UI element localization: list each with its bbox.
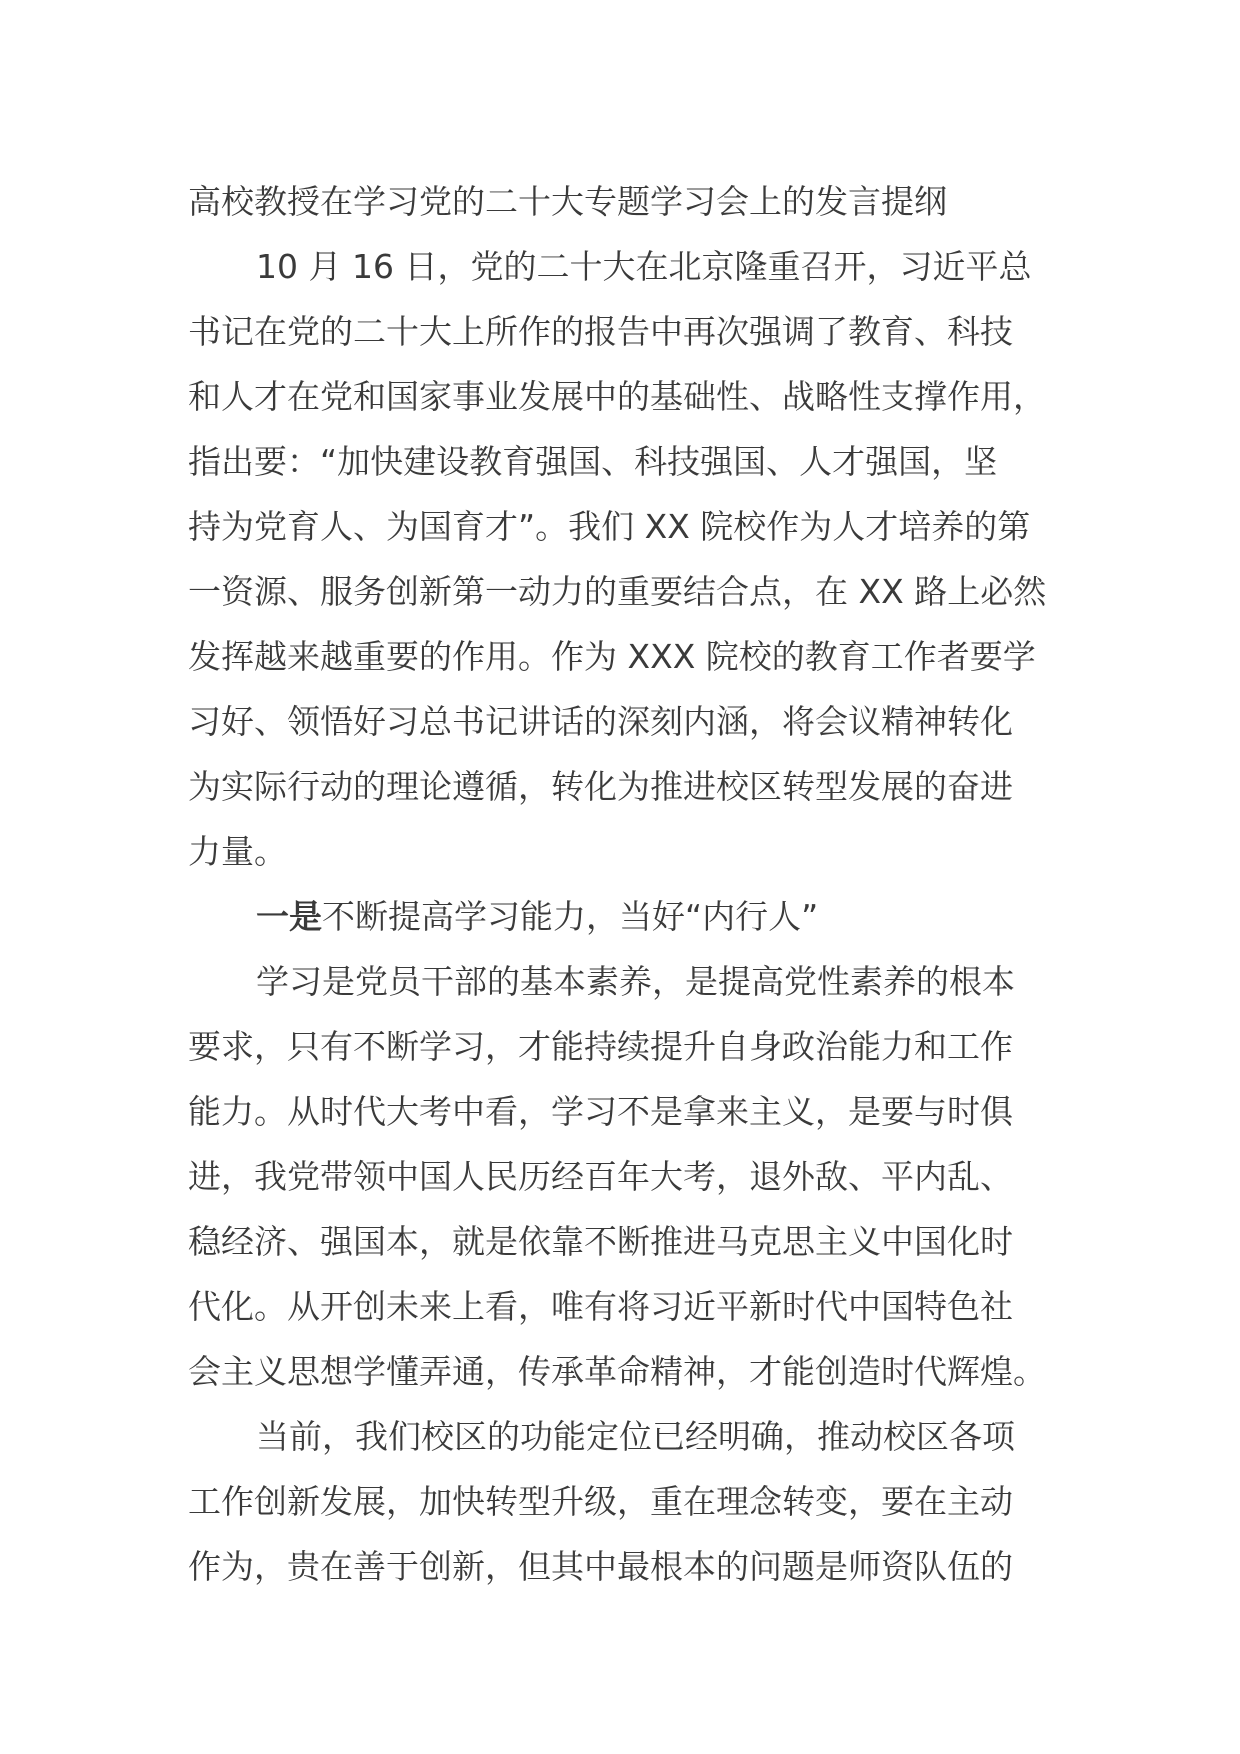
text-line: 一资源、服务创新第一动力的重要结合点，在 XX 路上必然	[188, 572, 1047, 611]
text-line: 要求，只有不断学习，才能持续提升自身政治能力和工作	[188, 1027, 1013, 1066]
section-heading-text: 不断提高学习能力，当好“内行人”	[322, 897, 819, 936]
paragraph-1	[188, 234, 1058, 884]
text-line: 习好、领悟好习总书记讲话的深刻内涵，将会议精神转化	[188, 702, 1013, 741]
text-line: 为实际行动的理论遵循，转化为推进校区转型发展的奋进	[188, 767, 1013, 806]
document-title: 高校教授在学习党的二十大专题学习会上的发言提纲	[188, 182, 947, 221]
text-line: 力量。	[188, 832, 287, 871]
text-line: 会主义思想学懂弄通，传承革命精神，才能创造时代辉煌。	[188, 1352, 1046, 1391]
text-line: 发挥越来越重要的作用。作为 XXX 院校的教育工作者要学	[188, 637, 1036, 676]
text-line: 工作创新发展，加快转型升级，重在理念转变，要在主动	[188, 1482, 1013, 1521]
section-heading-label: 一是	[256, 897, 322, 936]
text-line: 稳经济、强国本，就是依靠不断推进马克思主义中国化时	[188, 1222, 1013, 1261]
text-line: 和人才在党和国家事业发展中的基础性、战略性支撑作用，	[188, 377, 1046, 416]
text-line: 10 月 16 日，党的二十大在北京隆重召开，习近平总	[256, 247, 1032, 286]
text-line: 持为党育人、为国育才”。我们 XX 院校作为人才培养的第	[188, 507, 1031, 546]
section-heading	[188, 884, 1058, 949]
text-line: 能力。从时代大考中看，学习不是拿来主义，是要与时俱	[188, 1092, 1013, 1131]
text-line: 当前，我们校区的功能定位已经明确，推动校区各项	[256, 1417, 1015, 1456]
text-line: 学习是党员干部的基本素养，是提高党性素养的根本	[256, 962, 1015, 1001]
text-line: 书记在党的二十大上所作的报告中再次强调了教育、科技	[188, 312, 1013, 351]
text-line: 代化。从开创未来上看，唯有将习近平新时代中国特色社	[188, 1287, 1013, 1326]
text-line: 指出要：“加快建设教育强国、科技强国、人才强国，坚	[188, 442, 998, 481]
text-line: 作为，贵在善于创新，但其中最根本的问题是师资队伍的	[188, 1547, 1013, 1586]
paragraph-3	[188, 1404, 1058, 1599]
document-body	[188, 169, 1058, 1599]
paragraph-2	[188, 949, 1058, 1404]
text-line: 进，我党带领中国人民历经百年大考，退外敌、平内乱、	[188, 1157, 1013, 1196]
